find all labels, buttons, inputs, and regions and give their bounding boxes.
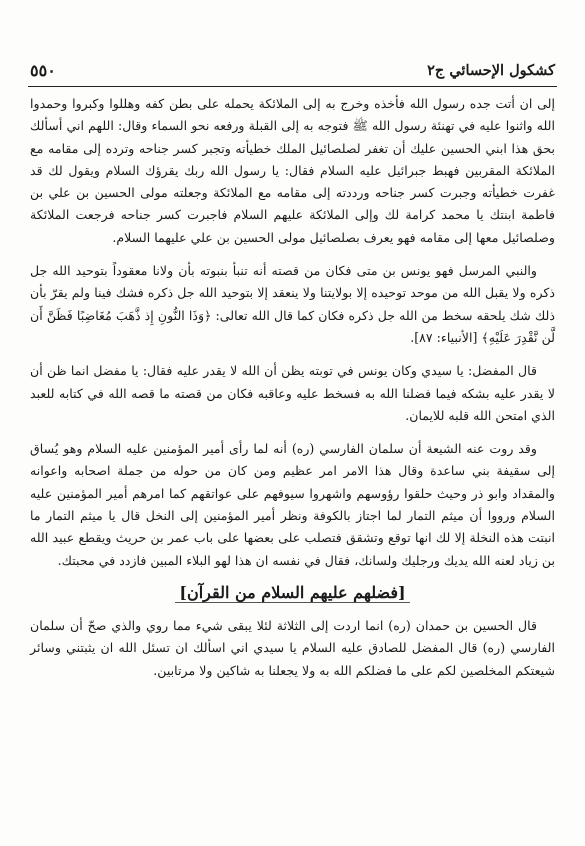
section-heading [30, 581, 555, 605]
paragraph: قال الحسين بن حمدان (ره) انما اردت إلى الثلاثة لئلا يبقى شيء مما روي والذي صحّ أن سلمان الفارسي (ره) قال المفضل للصادق عليه السلام يا سيدي اني اسألك ان تسئل الله ان يثبتني وسائر شيعتكم المخلصين لكم على ما فضلكم الله به ولا يجعلنا به شاكين ولا مرتابين. [30, 617, 555, 678]
header-rule [28, 86, 557, 87]
page-number: ٥٥٠ [30, 61, 56, 80]
paragraph: قال المفضل: يا سيدي وكان يونس في توبته يظن أن الله لا يقدر عليه فقال: يا مفضل انما ظن أن لا يقدر عليه بشكه فيما فضلنا الله به فسخط عليه وعاقبه فكان من قصته ما قصه الله في كتابه للعبد الذي امتحن الله قلبه للايمان. [30, 363, 555, 423]
book-title: كشكول الإحسائي ج٢ [427, 62, 555, 79]
paragraph: إلى ان أتت جده رسول الله فأخذه وخرج به إلى الملائكة يحمله على بطن كفه وهللوا وكبروا وحمدوا الله واثنوا عليه في تهنئة رسول الله ﷺ فتوجه به إلى القبلة ورفعه نحو السماء وقال: اللهم اني أسألك بحق هذا ابني الحسين عليك أن تغفر لصلصائيل الملك خطيأته وتجبر كسر جناحه وترده إلى مقامه مع الملائكة المقربين فهبط جبرائيل عليه السلام فقال: يا رسول الله ربك يقرؤك السلام ويقول لك قد غفرت خطيأته وجبرت كسر جناحه ورددته إلى مقامه مع الملائكة وجعلته مولى الحسين بن علي بن فاطمة ابنتك يا محمد كرامة لك وإلى الملائكة عليهم السلام فاجبرت كسر جناحه فرجعت الملائكة وصلصائيل معها إلى مقامه فهو يعرف بصلصائيل مولى الحسين بن علي عليهما السلام. [30, 96, 555, 245]
section-heading-text: [فضلهم عليهم السلام من القرآن] [175, 583, 409, 603]
page-body [30, 93, 555, 682]
running-header [30, 62, 555, 84]
paragraph: وقد روت عنه الشيعة أن سلمان الفارسي (ره) أنه لما رأى أمير المؤمنين عليه السلام وهو يُساق إلى سقيفة بني ساعدة وقال هذا الامر امر عظيم ومن كان من حوله من جملة اصحابه واعوانه والمقداد وابو ذر وحيث حلقوا رؤوسهم واشهروا سيوفهم على عواتقهم كما امرهم أمير المؤمنين عليه السلام ورووا أن ميثم التمار لما اجتاز بالكوفة ونظر أمير المؤمنين إلى النخل قال يا ميثم التمار ما انبتت هذه النخلة إلا لك انها توقع وتشقق فتصلب على بعضها على باب عمر بن حريث ويقطع عبيد الله بن زياد لعنه الله يديك ورجليك ولسانك، فقال في نفسه ان هذا لهو البلاء المبين فازدد في محبتك. [30, 441, 555, 568]
paragraph: والنبي المرسل فهو يونس بن متى فكان من قصته أنه تنبأ بنبوته بأن ولانا معقوداً بتوحيد الله جل ذكره ولا يقبل الله من موحد توحيده إلا بولايتنا ولا ينعقد إلا بتوحيد الله جل ذكره فشك فينا ولم يقرّ بأن ذلك شك يلحقه سخط من الله جل ذكره فكان كما قال الله تعالى: ﴿وَذَا النُّونِ إِذ ذَّهَبَ مُغَاضِبًا فَظَنَّ أَن لَّن نَّقْدِرَ عَلَيْهِ﴾ [الأنبياء: ٨٧]. [30, 263, 555, 345]
